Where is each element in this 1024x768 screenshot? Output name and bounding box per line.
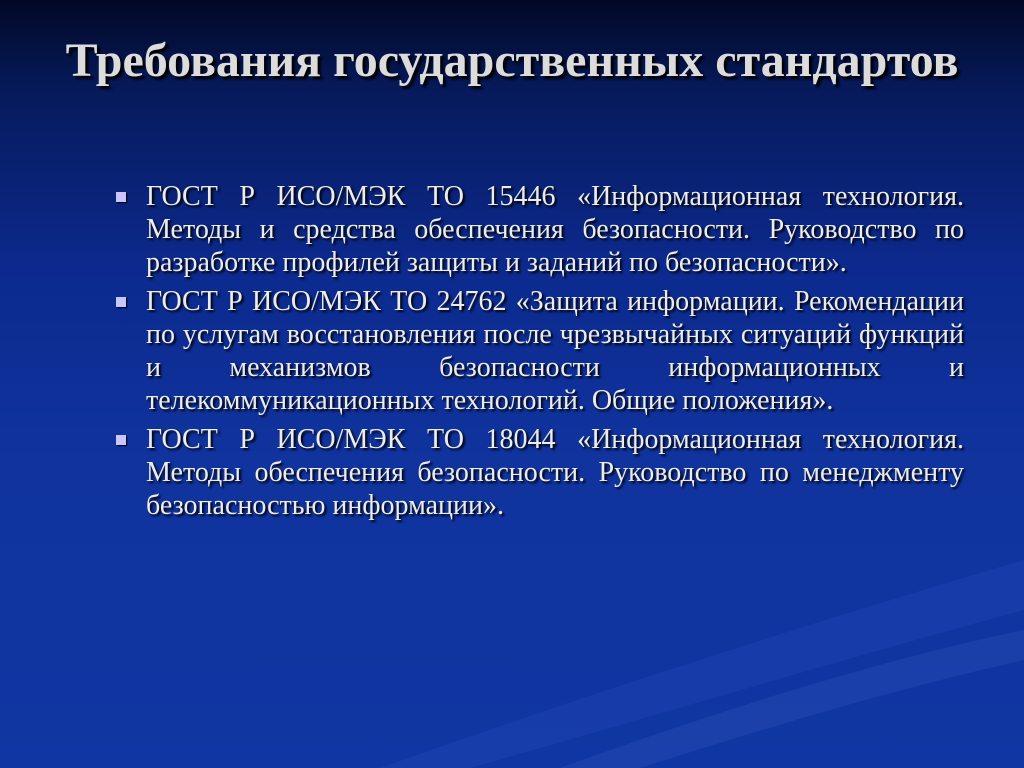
slide-title: Требования государственных стандартов [65, 34, 959, 87]
bullet-text-3: ГОСТ Р ИСО/МЭК ТО 18044 «Информационная технология. Методы обеспечения безопасности. Руководство по менеджменту безопасностью информации». [146, 424, 964, 521]
bullet-item-3 [116, 423, 964, 522]
square-bullet-icon [116, 435, 126, 445]
square-bullet-icon [116, 297, 126, 307]
bullet-list [116, 180, 964, 528]
square-bullet-icon [116, 192, 126, 202]
bullet-item-2 [116, 285, 964, 417]
bullet-item-1 [116, 180, 964, 279]
bullet-text-1: ГОСТ Р ИСО/МЭК ТО 15446 «Информационная технология. Методы и средства обеспечения безопасности. Руководство по разработке профилей защиты и заданий по безопасности». [146, 181, 964, 278]
bullet-text-2: ГОСТ Р ИСО/МЭК ТО 24762 «Защита информации. Рекомендации по услугам восстановления после чрезвычайных ситуаций функций и механизмов безопасности информационных и телекоммуникационных технологий. Общие положения». [146, 286, 964, 416]
